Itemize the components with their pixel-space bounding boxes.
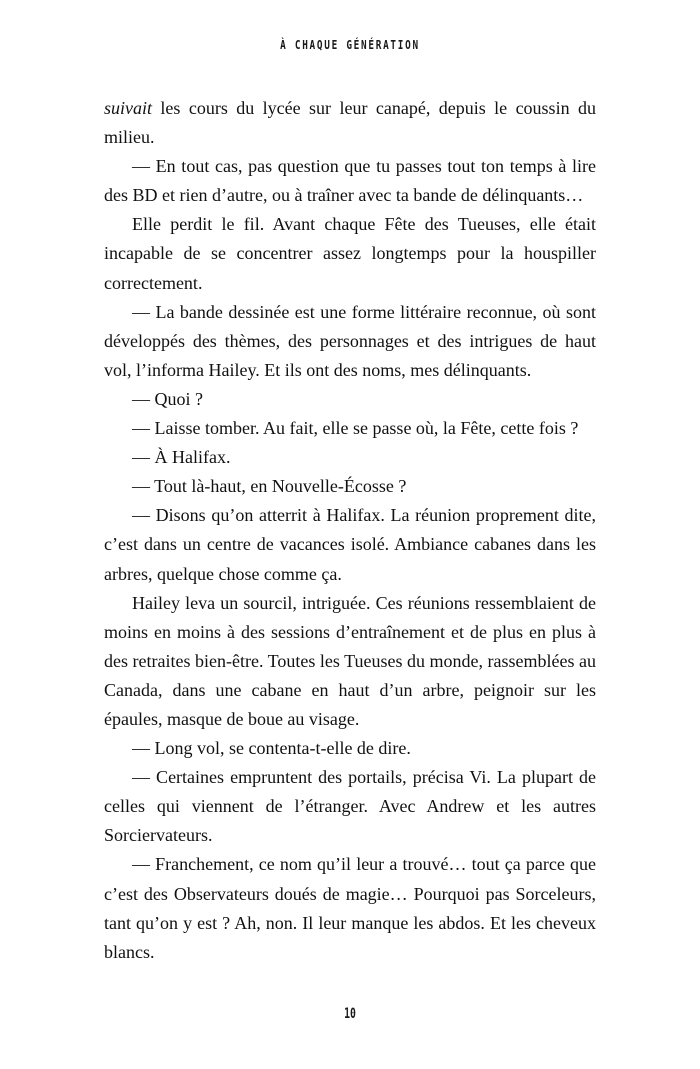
paragraph: — Disons qu’on atterrit à Halifax. La réunion proprement dite, c’est dans un centre de vacances isolé. Ambiance cabanes dans les arbres, quelque chose comme ça.	[104, 505, 596, 584]
paragraph-text: les cours du lycée sur leur canapé, depuis le coussin du milieu.	[104, 98, 596, 148]
italic-word: suivait	[104, 98, 152, 118]
paragraph: — En tout cas, pas question que tu passes tout ton temps à lire des BD et rien d’autre, ou à traîner avec ta bande de délinquants…	[104, 156, 596, 206]
paragraph: Hailey leva un sourcil, intriguée. Ces réunions ressemblaient de moins en moins à des sessions d’entraînement et de plus en plus à des retraites bien-être. Toutes les Tueuses du monde, rassemblées au Canada, dans une cabane en haut d’un arbre, peignoir sur les épaules, masque de boue au visage.	[104, 592, 596, 729]
page-number: 10	[344, 1006, 356, 1022]
paragraph: — La bande dessinée est une forme littéraire reconnue, où sont développés des thèmes, des personnages et des intrigues de haut vol, l’informa Hailey. Et ils ont des noms, mes délinquants.	[104, 301, 596, 380]
body-text	[104, 94, 596, 967]
paragraph: — Tout là-haut, en Nouvelle-Écosse ?	[132, 476, 407, 497]
paragraph: — Quoi ?	[132, 388, 203, 409]
running-title: À CHAQUE GÉNÉRATION	[280, 38, 420, 52]
paragraph: — Laisse tomber. Au fait, elle se passe où, la Fête, cette fois ?	[132, 418, 579, 439]
paragraph	[104, 94, 596, 152]
paragraph: — Long vol, se contenta-t-elle de dire.	[132, 738, 411, 759]
paragraph: — Certaines empruntent des portails, précisa Vi. La plupart de celles qui viennent de l’étranger. Avec Andrew et les autres Sorciervateurs.	[104, 767, 596, 846]
paragraph: — À Halifax.	[132, 447, 231, 468]
paragraph: — Franchement, ce nom qu’il leur a trouvé… tout ça parce que c’est des Observateurs doués de magie… Pourquoi pas Sorceleurs, tant qu’on y est ? Ah, non. Il leur manque les abdos. Et les cheveux blancs.	[104, 854, 596, 962]
paragraph: Elle perdit le fil. Avant chaque Fête des Tueuses, elle était incapable de se concentrer assez longtemps pour la houspiller correctement.	[104, 214, 596, 293]
